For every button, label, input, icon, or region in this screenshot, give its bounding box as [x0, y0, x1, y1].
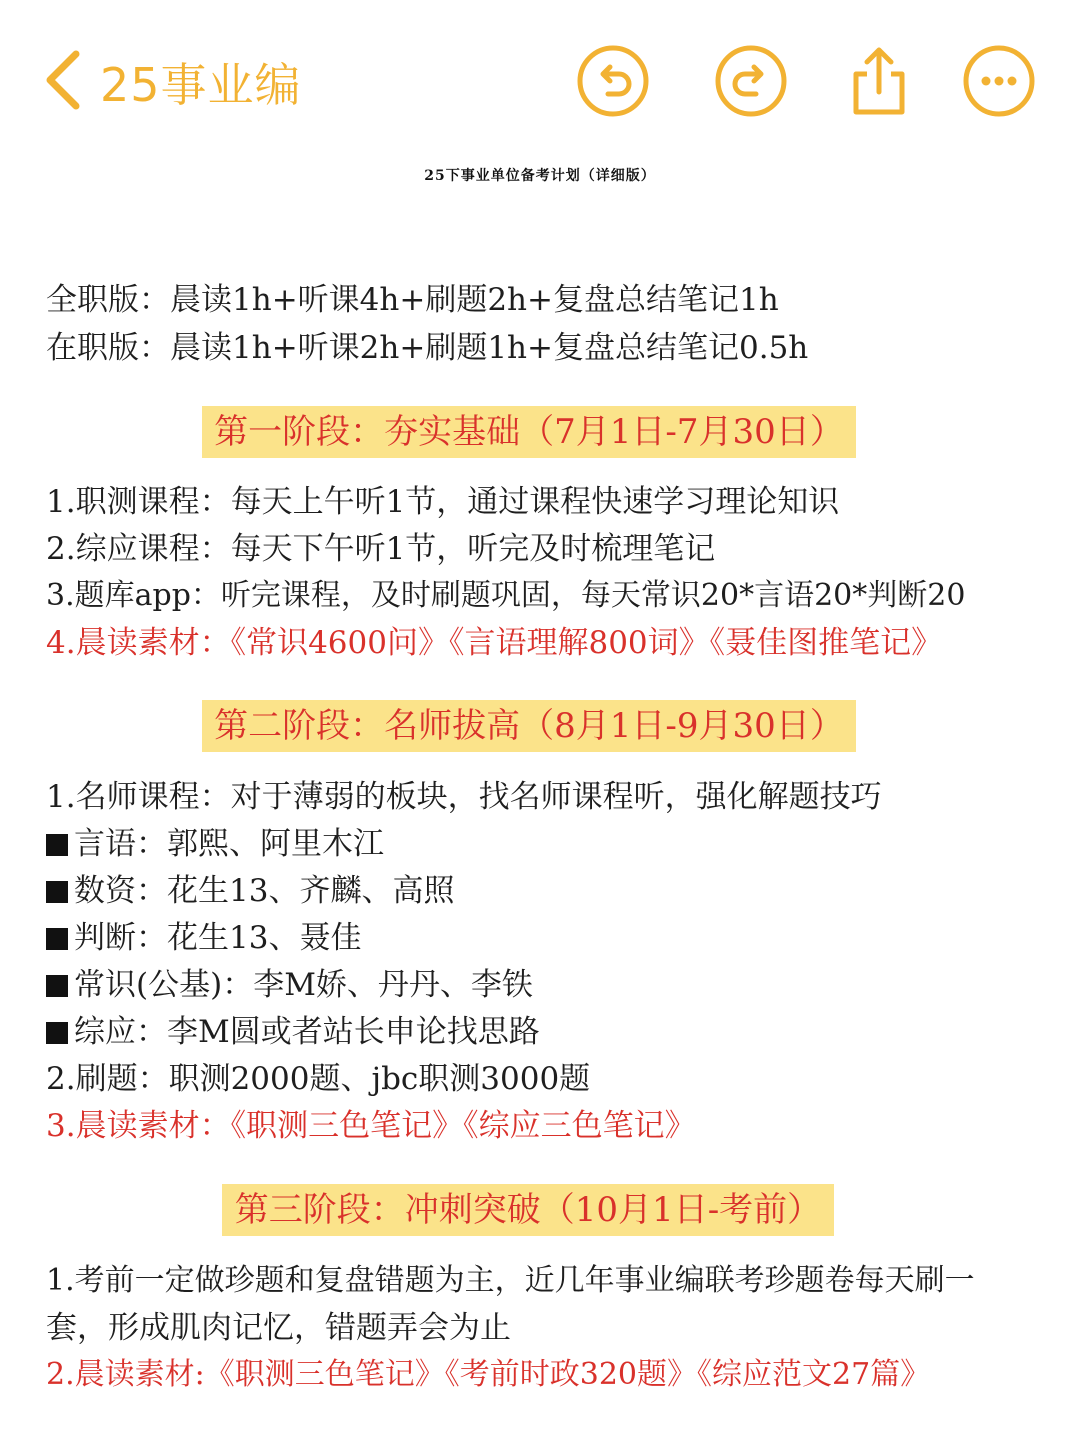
stage3-item-1-cont: 套，形成肌肉记忆，错题弄会为止	[46, 1310, 511, 1346]
stage2-teacher-changshi: 常识(公基)：李M娇、丹丹、李铁	[46, 965, 533, 1005]
stage3-item-2: 2.晨读素材:《职测三色笔记》《考前时政320题》《综应范文27篇》	[46, 1357, 931, 1392]
stage1-item-3: 3.题库app：听完课程，及时刷题巩固，每天常识20*言语20*判断20	[46, 578, 966, 613]
stage1-item-1: 1.职测课程：每天上午听1节，通过课程快速学习理论知识	[46, 484, 840, 520]
more-button[interactable]	[962, 44, 1036, 118]
stage2-teacher-zongying: 综应：李M圆或者站长申论找思路	[46, 1012, 540, 1052]
stage1-item-2: 2.综应课程：每天下午听1节，听完及时梳理笔记	[46, 531, 716, 567]
back-button[interactable]	[40, 50, 302, 114]
stage2-header: 第二阶段：名师拔高（8月1日-9月30日）	[202, 700, 856, 752]
stage2-item-3: 3.晨读素材：《职测三色笔记》《综应三色笔记》	[46, 1108, 696, 1144]
top-bar	[0, 0, 1080, 160]
schedule-fulltime: 全职版：晨读1h+听课4h+刷题2h+复盘总结笔记1h	[46, 282, 779, 318]
chevron-left-icon	[40, 48, 84, 116]
bullet-square	[46, 1022, 68, 1044]
schedule-parttime: 在职版：晨读1h+听课2h+刷题1h+复盘总结笔记0.5h	[46, 330, 809, 366]
share-icon	[842, 103, 916, 122]
stage3-item-1: 1.考前一定做珍题和复盘错题为主，近几年事业编联考珍题卷每天刷一	[46, 1263, 975, 1298]
more-icon	[962, 103, 1036, 122]
bullet-square	[46, 928, 68, 950]
bullet-square	[46, 881, 68, 903]
stage3-header: 第三阶段：冲刺突破（10月1日-考前）	[222, 1184, 834, 1236]
stage2-teacher-yanyu: 言语：郭熙、阿里木江	[46, 824, 384, 864]
stage1-item-4: 4.晨读素材：《常识4600问》《言语理解800词》《聂佳图推笔记》	[46, 625, 943, 661]
bullet-square	[46, 834, 68, 856]
undo-button[interactable]	[576, 44, 650, 118]
undo-icon	[576, 103, 650, 122]
redo-icon	[714, 103, 788, 122]
share-button[interactable]	[842, 44, 916, 118]
stage2-teacher-panduan: 判断：花生13、聂佳	[46, 918, 361, 958]
redo-button[interactable]	[714, 44, 788, 118]
stage2-teacher-shuzi: 数资：花生13、齐麟、高照	[46, 871, 454, 911]
stage2-item-1: 1.名师课程：对于薄弱的板块，找名师课程听，强化解题技巧	[46, 779, 882, 815]
bullet-square	[46, 975, 68, 997]
stage1-header: 第一阶段：夯实基础（7月1日-7月30日）	[202, 406, 856, 458]
page-title: 25下事业单位备考计划（详细版）	[424, 168, 656, 184]
back-label: 25事业编	[100, 58, 302, 112]
stage2-item-2: 2.刷题：职测2000题、jbc职测3000题	[46, 1061, 591, 1097]
